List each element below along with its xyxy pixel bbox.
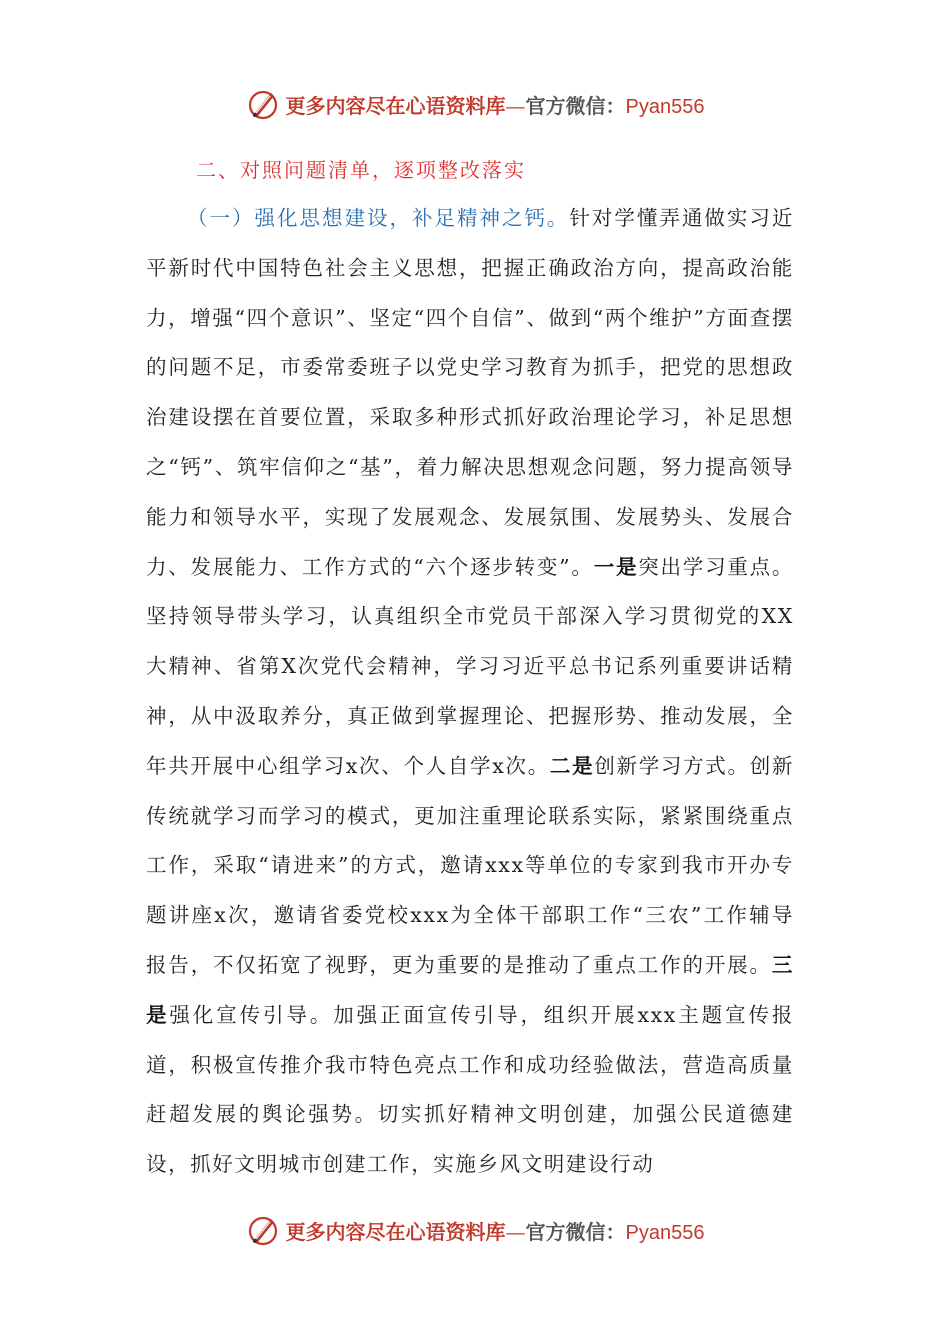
- footer-banner-text: [286, 1216, 705, 1245]
- header-banner: [0, 84, 950, 124]
- footer-banner: [0, 1210, 950, 1250]
- footer-banner-content: [246, 1213, 705, 1247]
- banner-main-text: 更多内容尽在心语资料库: [285, 93, 506, 118]
- banner-content: [246, 87, 705, 121]
- paragraph-text-2: 突出学习重点。坚持领导带头学习，认真组织全市党员干部深入学习贯彻党的XX大精神、省第X次党代会精神，学习习近平总书记系列重要讲话精神，从中汲取养分，真正做到掌握理论、把握形势、推动发展，全年共开展中心组学习x次、个人自学x次。: [146, 554, 794, 778]
- paragraph-lead-title: （一）强化思想建设，补足精神之钙。: [187, 206, 570, 230]
- banner-wechat-id: Pyan556: [625, 95, 705, 118]
- keyword-third: 三是: [146, 952, 794, 1027]
- paragraph-text-1: 针对学懂弄通做实习近平新时代中国特色社会主义思想，把握正确政治方向，提高政治能力，增强“四个意识”、坚定“四个自信”、做到“两个维护”方面查摆的问题不足，市委常委班子以党史学习教育为抓手，把党的思想政治建设摆在首要位置，采取多种形式抓好政治理论学习，补足思想之“钙”、筑牢信仰之“基”，着力解决思想观念问题，努力提高领导能力和领导水平，实现了发展观念、发展氛围、发展势头、发展合力、发展能力、工作方式的“六个逐步转变”。: [146, 206, 795, 579]
- banner-wechat-label: 官方微信：: [525, 93, 626, 118]
- footer-main-text: 更多内容尽在心语资料库: [285, 1219, 506, 1244]
- banner-text: [286, 90, 705, 119]
- body-paragraph: [146, 194, 794, 1190]
- footer-wechat-id: Pyan556: [625, 1221, 705, 1244]
- footer-dash: —: [505, 1219, 526, 1244]
- footer-wechat-label: 官方微信：: [525, 1219, 626, 1244]
- paragraph-text-4: 强化宣传引导。加强正面宣传引导，组织开展xxx主题宣传报道，积极宣传推介我市特色亮点工作和成功经验做法，营造高质量赶超发展的舆论强势。切实抓好精神文明创建，加强公民道德建设，抓好文明城市创建工作，实施乡风文明建设行动: [146, 1002, 794, 1177]
- keyword-first: 一是: [593, 554, 639, 579]
- banner-dash: —: [505, 93, 526, 118]
- quill-pen-logo-icon: [246, 1213, 280, 1247]
- paragraph-text-3: 创新学习方式。创新传统就学习而学习的模式，更加注重理论联系实际，紧紧围绕重点工作，采取“请进来”的方式，邀请xxx等单位的专家到我市开办专题讲座x次，邀请省委党校xxx为全体干部职工作“三农”工作辅导报告，不仅拓宽了视野，更为重要的是推动了重点工作的开展。: [146, 753, 795, 977]
- section-heading: 二、对照问题清单，逐项整改落实: [196, 158, 526, 182]
- quill-pen-logo-icon: [246, 87, 280, 121]
- keyword-second: 二是: [549, 753, 595, 778]
